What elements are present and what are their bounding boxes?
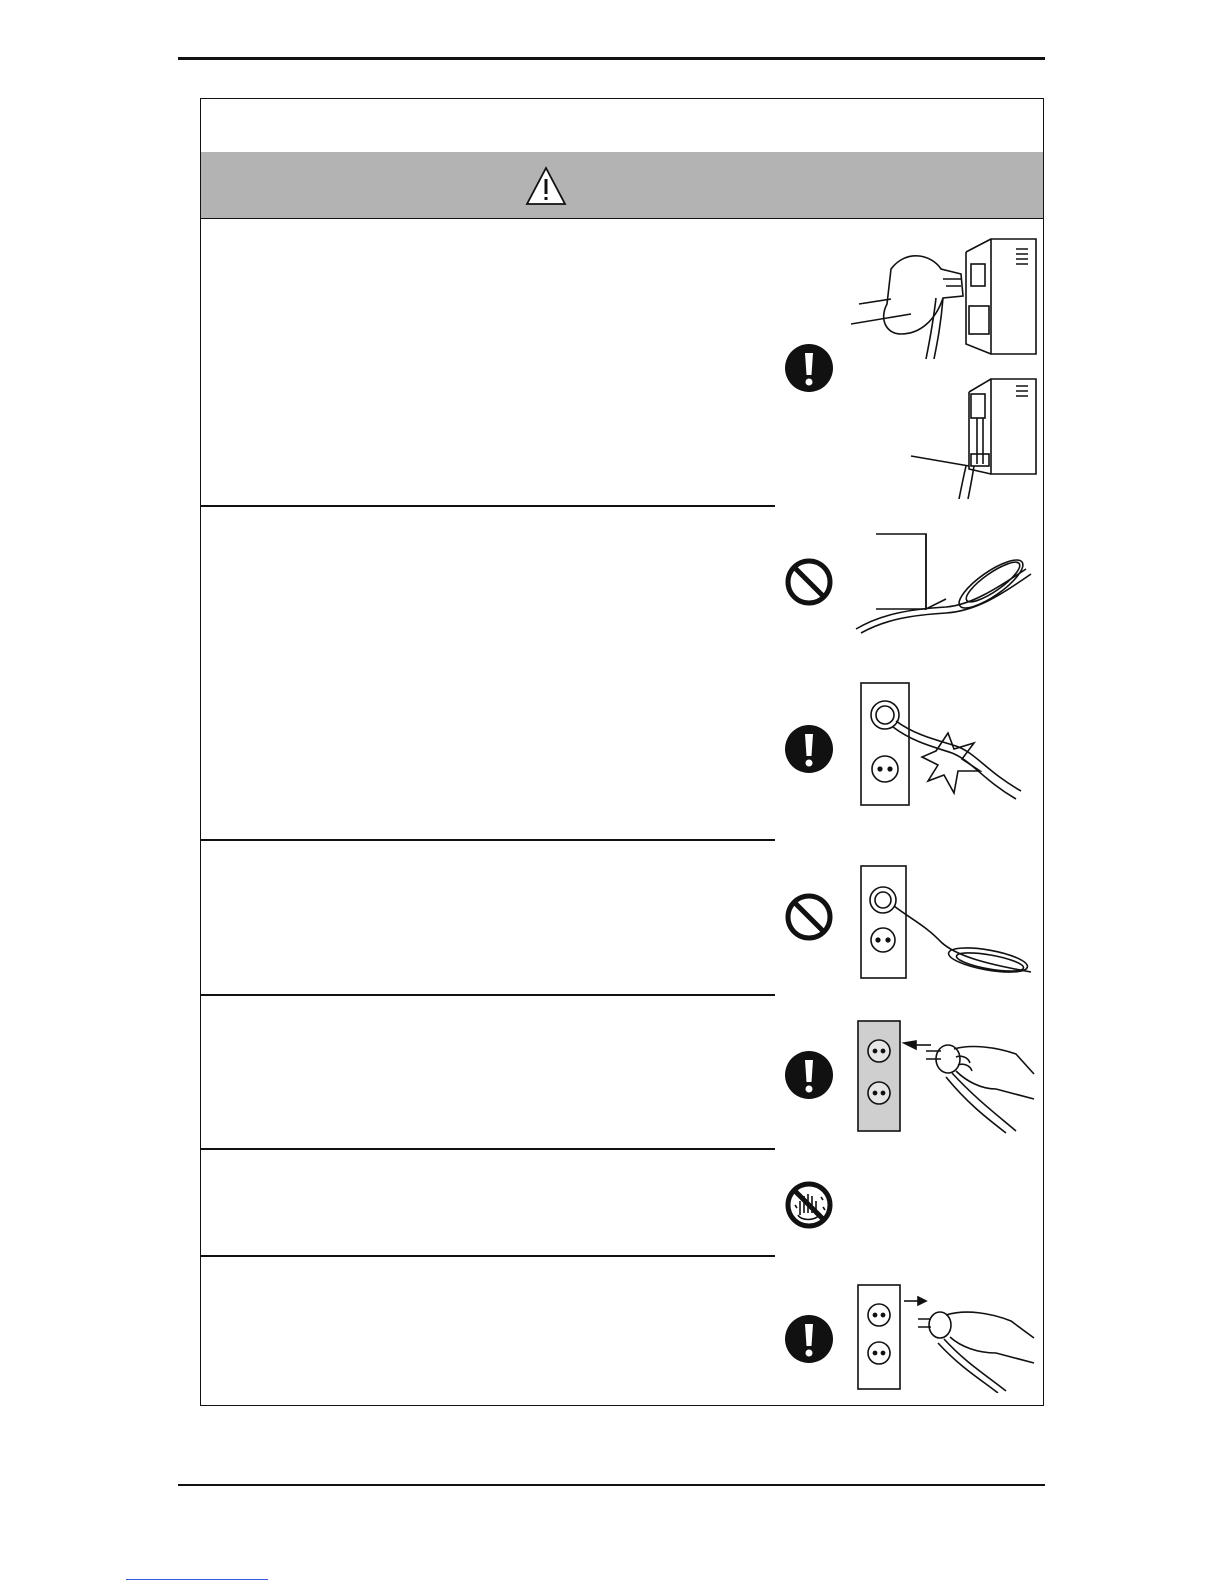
row-divider	[201, 1148, 775, 1150]
row-divider	[201, 994, 775, 996]
coiled-cord-outlet-illustration	[856, 864, 1036, 984]
exclamation-icon	[783, 1049, 835, 1101]
row-divider	[201, 839, 775, 841]
exclamation-icon	[783, 342, 835, 394]
warning-triangle-icon	[525, 166, 567, 206]
unplug-illustration	[856, 1283, 1036, 1393]
warning-header-band	[201, 152, 1043, 219]
cord-under-machine-illustration	[851, 529, 1041, 634]
warning-table	[200, 98, 1044, 1406]
prohibition-icon	[783, 556, 835, 608]
table-title-band	[201, 99, 1043, 153]
footer-link-underline[interactable]	[126, 1578, 268, 1580]
insert-plug-illustration	[856, 1019, 1036, 1134]
header-rule	[178, 57, 1045, 60]
damaged-cord-outlet-illustration	[856, 681, 1031, 809]
prohibition-icon	[783, 891, 835, 943]
no-wet-hands-icon	[783, 1179, 835, 1231]
exclamation-icon	[783, 1313, 835, 1365]
row-divider	[201, 505, 775, 507]
power-cord-connection-illustration	[851, 234, 1041, 499]
exclamation-icon	[783, 723, 835, 775]
row-divider	[201, 1255, 775, 1257]
footer-rule	[178, 1484, 1045, 1486]
